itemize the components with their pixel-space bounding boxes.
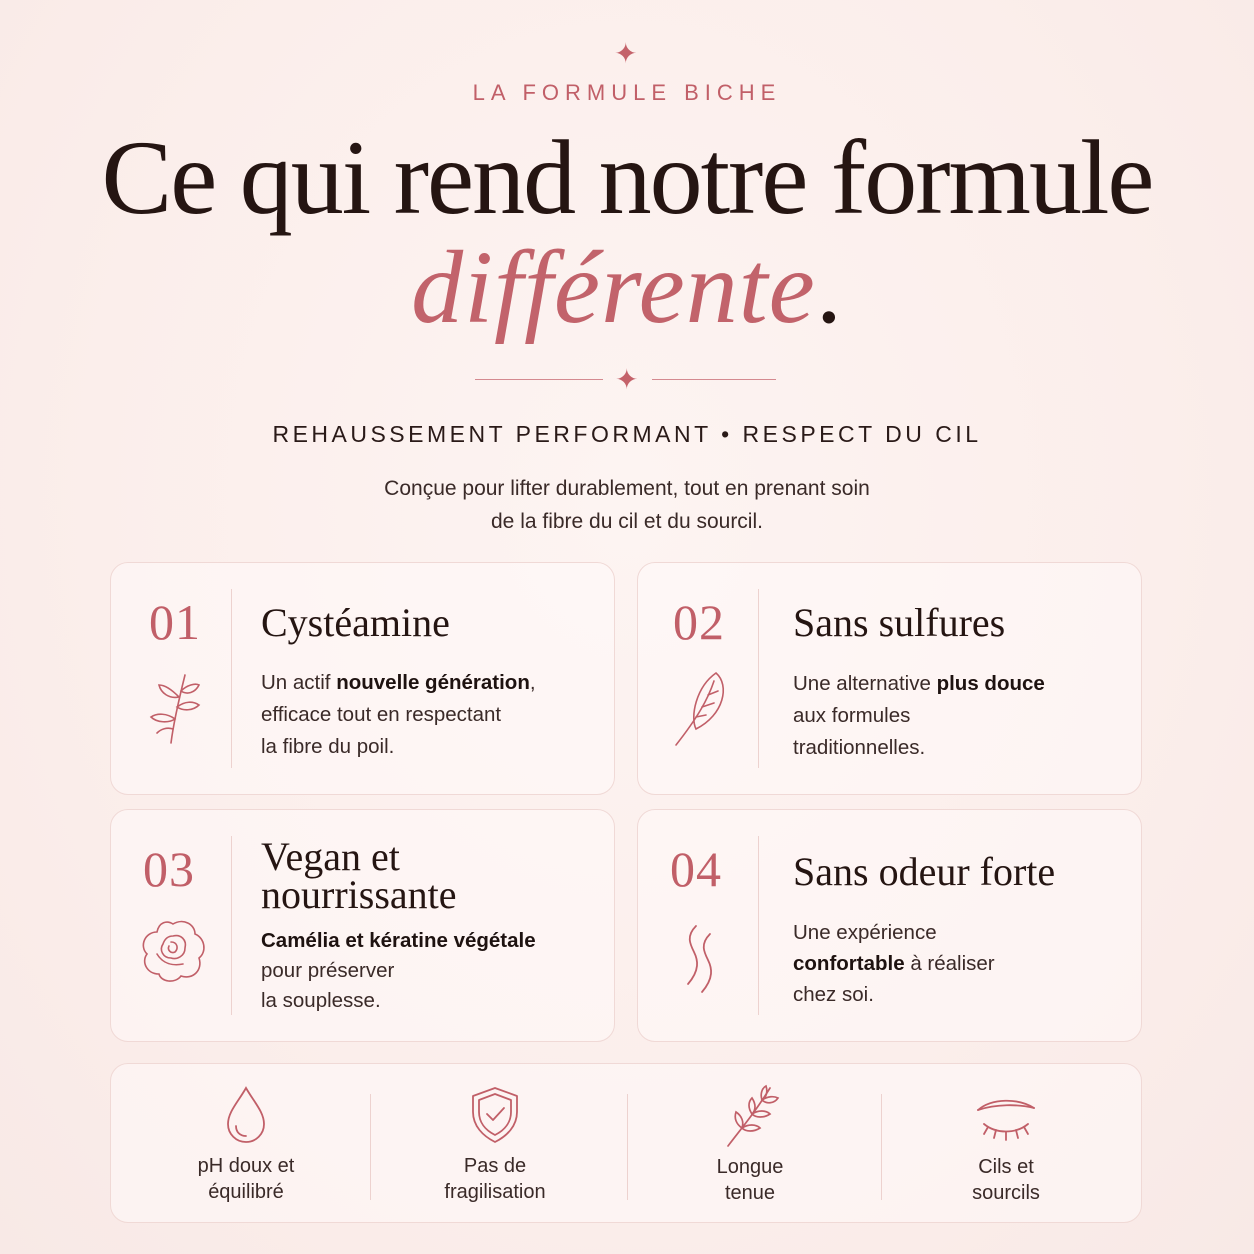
card-title: Sans odeur forte — [793, 849, 1056, 894]
card-title-line1: Vegan et — [261, 834, 400, 879]
eye-lashes-icon — [974, 1098, 1038, 1148]
card-text-line2: aux formules — [793, 704, 911, 727]
card-number: 02 — [673, 594, 725, 650]
card-text-a: Un actif — [261, 671, 337, 694]
benefit-label-line1: Pas de — [463, 1155, 527, 1177]
benefit-ph — [121, 1064, 371, 1224]
benefits-strip — [110, 1063, 1142, 1223]
title-period: . — [815, 230, 843, 345]
card-text-bold: plus douce — [936, 672, 1045, 695]
divider-left — [475, 379, 603, 380]
intro-text — [0, 472, 1254, 538]
card-divider — [758, 836, 759, 1015]
card-text-b: , — [529, 671, 536, 694]
card-title: Cystéamine — [261, 600, 450, 645]
benefit-label — [121, 1153, 371, 1205]
benefit-label — [881, 1154, 1131, 1206]
card-number: 04 — [670, 841, 722, 897]
feature-card-sans-odeur — [637, 809, 1142, 1042]
benefit-label-line1: Cils et — [978, 1156, 1034, 1178]
card-text-b: à réaliser — [904, 952, 995, 975]
feature-card-vegan — [110, 809, 615, 1042]
benefit-label-line2: fragilisation — [444, 1181, 546, 1203]
benefit-label-line2: équilibré — [208, 1181, 284, 1203]
benefit-label-line2: tenue — [724, 1182, 776, 1204]
card-text-line1: Une expérience — [793, 921, 937, 944]
benefit-label-line1: pH doux et — [197, 1155, 295, 1177]
intro-line-2: de la fibre du cil et du sourcil. — [491, 510, 763, 533]
benefit-lashes-brows — [881, 1064, 1131, 1224]
card-text-a: Une alternative — [793, 672, 937, 695]
benefit-long-lasting — [625, 1064, 875, 1224]
card-divider — [231, 589, 232, 768]
card-text-line2: efficace tout en respectant — [261, 703, 502, 726]
page-title-accent — [0, 228, 1254, 348]
card-divider — [758, 589, 759, 768]
leaf-branch-icon — [141, 667, 205, 747]
card-text — [793, 917, 1113, 1010]
card-text-line3: la fibre du poil. — [261, 735, 395, 758]
card-text-line3: traditionnelles. — [793, 736, 926, 759]
card-title-line2: nourrissante — [261, 872, 457, 917]
card-text-bold: confortable — [793, 952, 905, 975]
divider-right — [652, 379, 776, 380]
benefit-label — [370, 1153, 620, 1205]
card-number: 01 — [149, 594, 201, 650]
feature-card-cysteamine — [110, 562, 615, 795]
feature-card-sans-sulfures — [637, 562, 1142, 795]
sparkle-divider-icon: ✦ — [615, 363, 639, 396]
benefit-no-damage — [370, 1064, 620, 1224]
sparkle-icon: ✦ — [614, 37, 638, 70]
page-title: Ce qui rend notre formule — [101, 119, 1153, 236]
benefit-label — [625, 1154, 875, 1206]
eyebrow: LA FORMULE BICHE — [472, 80, 782, 105]
card-text-bold: Camélia et kératine végétale — [261, 929, 536, 952]
camellia-flower-icon — [137, 914, 209, 986]
card-text-line2: pour préserver — [261, 959, 395, 982]
card-title: Sans sulfures — [793, 600, 1006, 645]
card-text-line3: chez soi. — [793, 983, 874, 1006]
card-text-bold: nouvelle génération — [336, 671, 530, 694]
card-divider — [231, 836, 232, 1015]
drop-icon — [216, 1084, 276, 1144]
branch-icon — [720, 1084, 780, 1150]
card-text — [261, 667, 581, 763]
benefit-label-line1: Longue — [716, 1156, 784, 1178]
benefit-label-line2: sourcils — [972, 1182, 1040, 1204]
feather-icon — [668, 667, 732, 747]
shield-check-icon — [465, 1084, 525, 1144]
card-title — [261, 834, 591, 917]
card-number: 03 — [143, 841, 195, 897]
scent-waves-icon — [678, 920, 726, 994]
intro-line-1: Conçue pour lifter durablement, tout en prenant soin — [384, 477, 870, 500]
subtitle: REHAUSSEMENT PERFORMANT • RESPECT DU CIL — [272, 421, 982, 447]
card-text — [793, 668, 1113, 764]
title-accent-word: différente — [411, 230, 816, 345]
card-text-line3: la souplesse. — [261, 989, 381, 1012]
card-text — [261, 926, 581, 1016]
